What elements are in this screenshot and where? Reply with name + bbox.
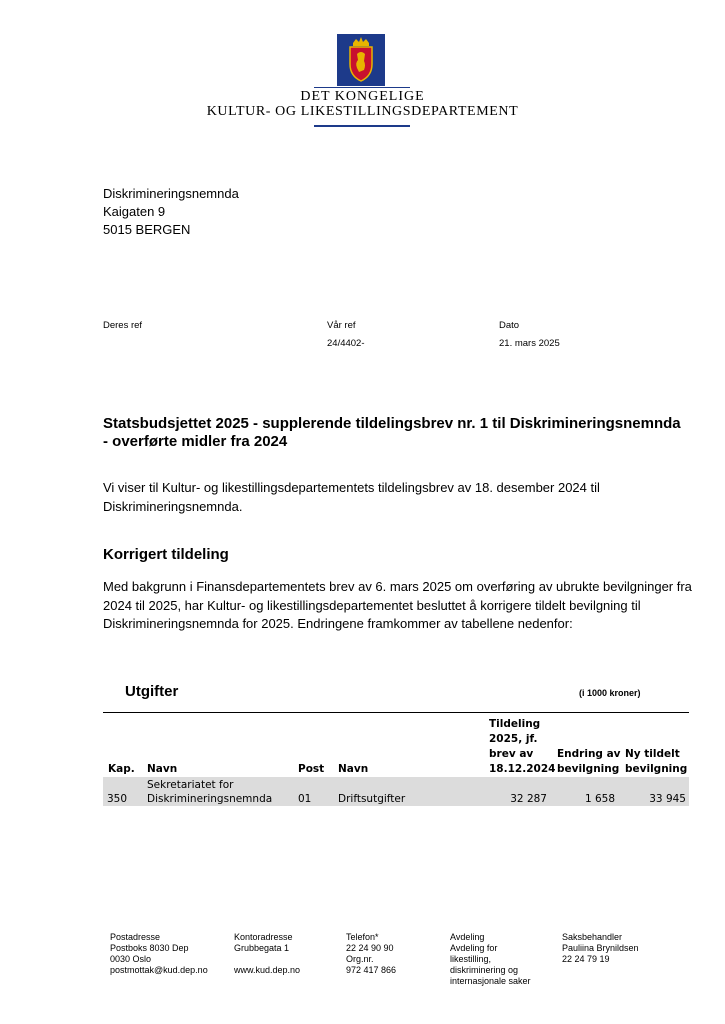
recipient-street: Kaigaten 9 [103,204,166,219]
footer-website-link[interactable]: www.kud.dep.no [234,965,301,975]
header-ny [625,747,687,777]
header-ny-line1: Ny tildelt [625,748,680,760]
footer-orgnr-label: Org.nr. [346,954,374,964]
header-navn: Navn [147,763,178,775]
var-ref-label: Vår ref [327,320,356,331]
cell-navn-line1: Sekretariatet for [147,779,234,791]
header-post: Post [298,763,325,775]
footer-post-box: Postboks 8030 Dep [110,943,189,953]
header-endring-line2: bevilgning [557,763,620,775]
dato-value: 21. mars 2025 [499,338,560,349]
footer-avdeling-label: Avdeling [450,932,485,942]
header-endring-line1: Endring av [557,748,621,760]
cell-tildeling: 32 287 [510,793,547,805]
cell-navn-line2: Diskrimineringsnemnda [147,793,273,805]
header-kap: Kap. [108,763,135,775]
footer-kontor-street: Grubbegata 1 [234,943,290,953]
coat-of-arms-logo [337,34,385,86]
lion-crest-icon [337,34,385,86]
footer-orgnr-value: 972 417 866 [346,965,397,975]
header-endring [557,747,621,777]
letterhead-line-top [314,87,410,88]
footer-avdeling-line2: likestilling, [450,954,492,964]
footer-saksbehandler-phone: 22 24 79 19 [562,954,610,964]
footer-postadresse [110,932,208,976]
footer-kontor-spacer [234,954,300,965]
footer-avdeling-line4: internasjonale saker [450,976,531,986]
table-heading: Utgifter [125,683,179,700]
cell-post: 01 [298,793,312,805]
cell-navn2: Driftsutgifter [338,793,406,805]
var-ref-value: 24/4402- [327,338,365,349]
letterhead-line-bottom [314,125,410,127]
footer-avdeling-line3: diskriminering og [450,965,519,975]
footer-email-link[interactable]: postmottak@kud.dep.no [110,965,208,975]
footer-post-city: 0030 Oslo [110,954,152,964]
header-tildeling-line3: brev av [489,748,534,760]
footer-post-label: Postadresse [110,932,161,942]
footer-avdeling-line1: Avdeling for [450,943,498,953]
recipient-city: 5015 BERGEN [103,222,191,237]
footer-telefon-label: Telefon* [346,932,379,942]
footer-kontoradresse [234,932,300,976]
recipient-name: Diskrimineringsnemnda [103,186,239,201]
cell-ny: 33 945 [649,793,686,805]
footer-saksbehandler-label: Saksbehandler [562,932,623,942]
intro-paragraph: Vi viser til Kultur- og likestillingsdepartementets tildelingsbrev av 18. desember 2024 til Diskrimineringsnemnda. [103,480,600,514]
footer-saksbehandler [562,932,639,965]
letter-title: Statsbudsjettet 2025 - supplerende tildelingsbrev nr. 1 til Diskrimineringsnemnda - overførte midler fra 2024 [103,415,681,450]
header-tildeling [489,717,555,777]
section-heading: Korrigert tildeling [103,546,229,563]
dato-label: Dato [499,320,520,331]
footer-kontor-label: Kontoradresse [234,932,293,942]
cell-kap: 350 [107,793,128,805]
cell-endring: 1 658 [584,793,615,805]
deres-ref-label: Deres ref [103,320,143,331]
footer-avdeling [450,932,531,987]
recipient-address [103,185,239,239]
cell-navn [147,778,272,806]
table-top-rule [103,712,689,713]
header-tildeling-line2: 2025, jf. [489,733,538,745]
header-ny-line2: bevilgning [625,763,688,775]
section-paragraph: Med bakgrunn i Finansdepartementets brev av 6. mars 2025 om overføring av ubrukte bevilgninger fra 2024 til 2025, har Kultur- og likestillingsdepartementet besluttet å korrigere tildelt bevilgning til Diskrimineringsnemnda for 2025. Endringene framkommer av tabellene nedenfor: [103,579,692,631]
footer-saksbehandler-name: Pauliina Brynildsen [562,943,639,953]
table-unit: (i 1000 kroner) [579,688,641,698]
header-tildeling-line4: 18.12.2024 [489,763,556,775]
footer-telefon-value: 22 24 90 90 [346,943,394,953]
footer-telefon [346,932,396,976]
header-tildeling-line1: Tildeling [489,718,541,730]
department-name-line2: KULTUR- OG LIKESTILLINGSDEPARTEMENT [206,104,519,119]
department-name-line1: DET KONGELIGE [300,89,425,104]
header-navn2: Navn [338,763,369,775]
